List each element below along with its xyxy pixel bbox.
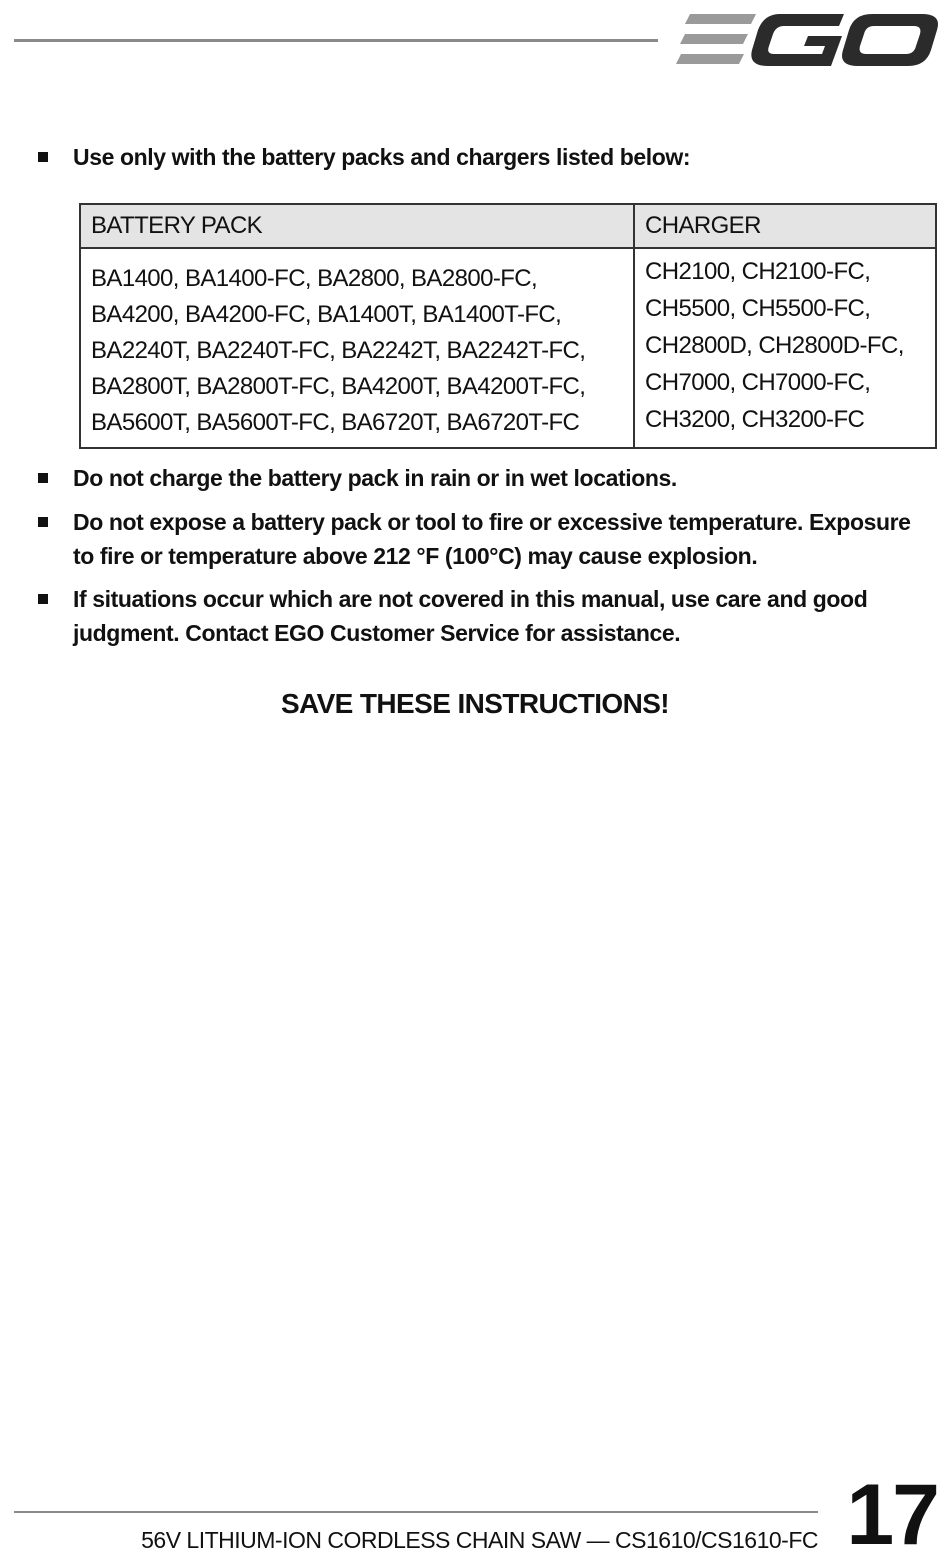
bullet-text: If situations occur which are not covered in this manual, use care and good judgment. Contact EGO Customer Service for assistance. <box>73 585 868 646</box>
logo-o-letter <box>842 14 938 66</box>
compatibility-table <box>79 203 937 449</box>
table-header-row <box>80 204 936 248</box>
header-battery-pack: BATTERY PACK <box>80 204 634 248</box>
bullet-battery-only <box>38 140 918 175</box>
bullet-square-icon <box>38 473 48 483</box>
compatibility-table-wrap <box>79 203 937 449</box>
save-instructions-heading: SAVE THESE INSTRUCTIONS! <box>280 688 669 719</box>
logo-g-letter <box>751 14 844 66</box>
table-row <box>80 248 936 448</box>
bullet-text: Use only with the battery packs and chargers listed below: <box>73 144 691 170</box>
logo-e-mark <box>676 14 756 64</box>
safety-bullet-list-2 <box>38 461 918 651</box>
bullet-text: Do not expose a battery pack or tool to fire or excessive temperature. Exposure to fire or temperature above 212 °F (100°C) may cause explosion. <box>73 508 911 569</box>
bullet-square-icon <box>38 594 48 604</box>
ego-logo <box>676 10 938 70</box>
footer-rule <box>14 1511 818 1513</box>
bullet-square-icon <box>38 152 48 162</box>
bullet-text: Do not charge the battery pack in rain or in wet locations. <box>73 465 677 491</box>
safety-bullet-list <box>38 140 918 175</box>
bullet-good-judgment <box>38 582 918 651</box>
footer-product-title: 56V LITHIUM-ION CORDLESS CHAIN SAW — CS1610/CS1610-FC <box>141 1527 818 1553</box>
bullet-no-fire <box>38 505 918 574</box>
bullet-no-rain <box>38 461 918 496</box>
page-number: 17 <box>846 1467 938 1563</box>
bullet-square-icon <box>38 517 48 527</box>
charger-list: CH2100, CH2100-FC, CH5500, CH5500-FC, CH2800D, CH2800D-FC, CH7000, CH7000-FC, CH3200, CH3200-FC <box>634 248 936 448</box>
header-rule <box>14 39 658 42</box>
battery-pack-list: BA1400, BA1400-FC, BA2800, BA2800-FC, BA4200, BA4200-FC, BA1400T, BA1400T-FC, BA2240T, BA2240T-FC, BA2242T, BA2242T-FC, BA2800T, BA2800T-FC, BA4200T, BA4200T-FC, BA5600T, BA5600T-FC, BA6720T, BA6720T-FC <box>80 248 634 448</box>
header-charger: CHARGER <box>634 204 936 248</box>
